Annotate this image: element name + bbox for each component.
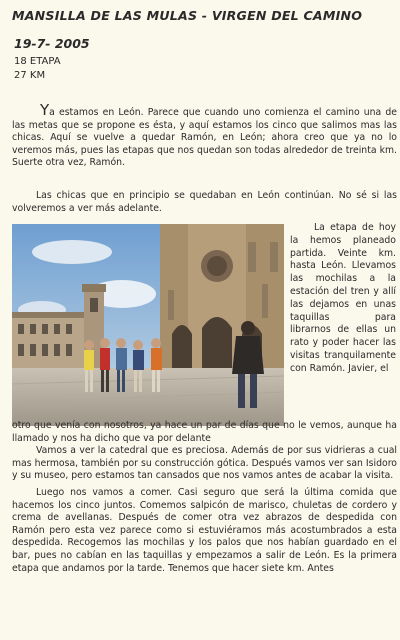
paragraph-2-text: Las chicas que en principio se quedaban en León continúan. No sé si las volveremos a ver más adelante. <box>12 190 397 214</box>
photo-leon-cathedral-group <box>12 224 284 426</box>
paragraph-5-text: Luego nos vamos a comer. Casi seguro que será la última comida que hacemos los cinco juntos. Comemos salpicón de marisco, chuletas de cordero y crema de avellanas. Después de comer otra vez abrazos de despedida con Ramón pero esta vez parece como si estuviéramos más acostumbrados a esta despedida. Recogemos las mochilas y los palos que nos habían guardado en el bar, pues no cabían en las taquillas y empezamos a salir de León. Es la primera etapa que andamos por la tarde. Tenemos que hacer siete km. Antes <box>12 486 397 574</box>
paragraph-3-rest: otro que venía con nosotros, ya hace un par de días que no le vemos, aunque ha llamado y nos ha dicho que va por delante <box>12 420 397 444</box>
paragraph-4 <box>12 445 397 483</box>
paragraph-5 <box>12 487 397 575</box>
paragraph-3-side <box>290 222 396 376</box>
paragraph-3-side-text: La etapa de hoy la hemos planeado partida. Veinte km. hasta León. Llevamos las mochilas a la estación del tren y allí las dejamos en unas taquillas para librarnos de ellas un rato y poder hacer las visitas tranquilamente con Ramón. Javier, el <box>290 222 396 374</box>
paragraph-2 <box>12 190 397 215</box>
paragraph-1-text: a estamos en León. Parece que cuando uno comienza el camino una de las metas que se propone es ésta, y aquí estamos los cinco que salimos mas las chicas. Aquí se vuelve a quedar Ramón, en León; ahora creo que ya no lo veremos más, pues las etapas que nos quedan son todas alrededor de treinta km. Suerte otra vez, Ramón. <box>12 107 397 169</box>
paragraph-4-text: Vamos a ver la catedral que es preciosa. Además de por sus vidrieras a cual mas hermosa, también por su construcción gótica. Después vamos ver san Isidoro y su museo, pero estamos tan cansados que nos vamos antes de acabar la visita. <box>12 445 397 482</box>
entry-date: 19-7- 2005 <box>14 36 90 51</box>
stage-number: 18 ETAPA <box>14 56 61 67</box>
paragraph-1 <box>12 101 397 170</box>
drop-cap: Y <box>40 101 50 119</box>
page-title: MANSILLA DE LAS MULAS - VIRGEN DEL CAMINO <box>12 8 363 23</box>
bottom-text-block <box>12 420 397 575</box>
stage-distance: 27 KM <box>14 70 46 81</box>
photo-illustration <box>12 224 284 426</box>
